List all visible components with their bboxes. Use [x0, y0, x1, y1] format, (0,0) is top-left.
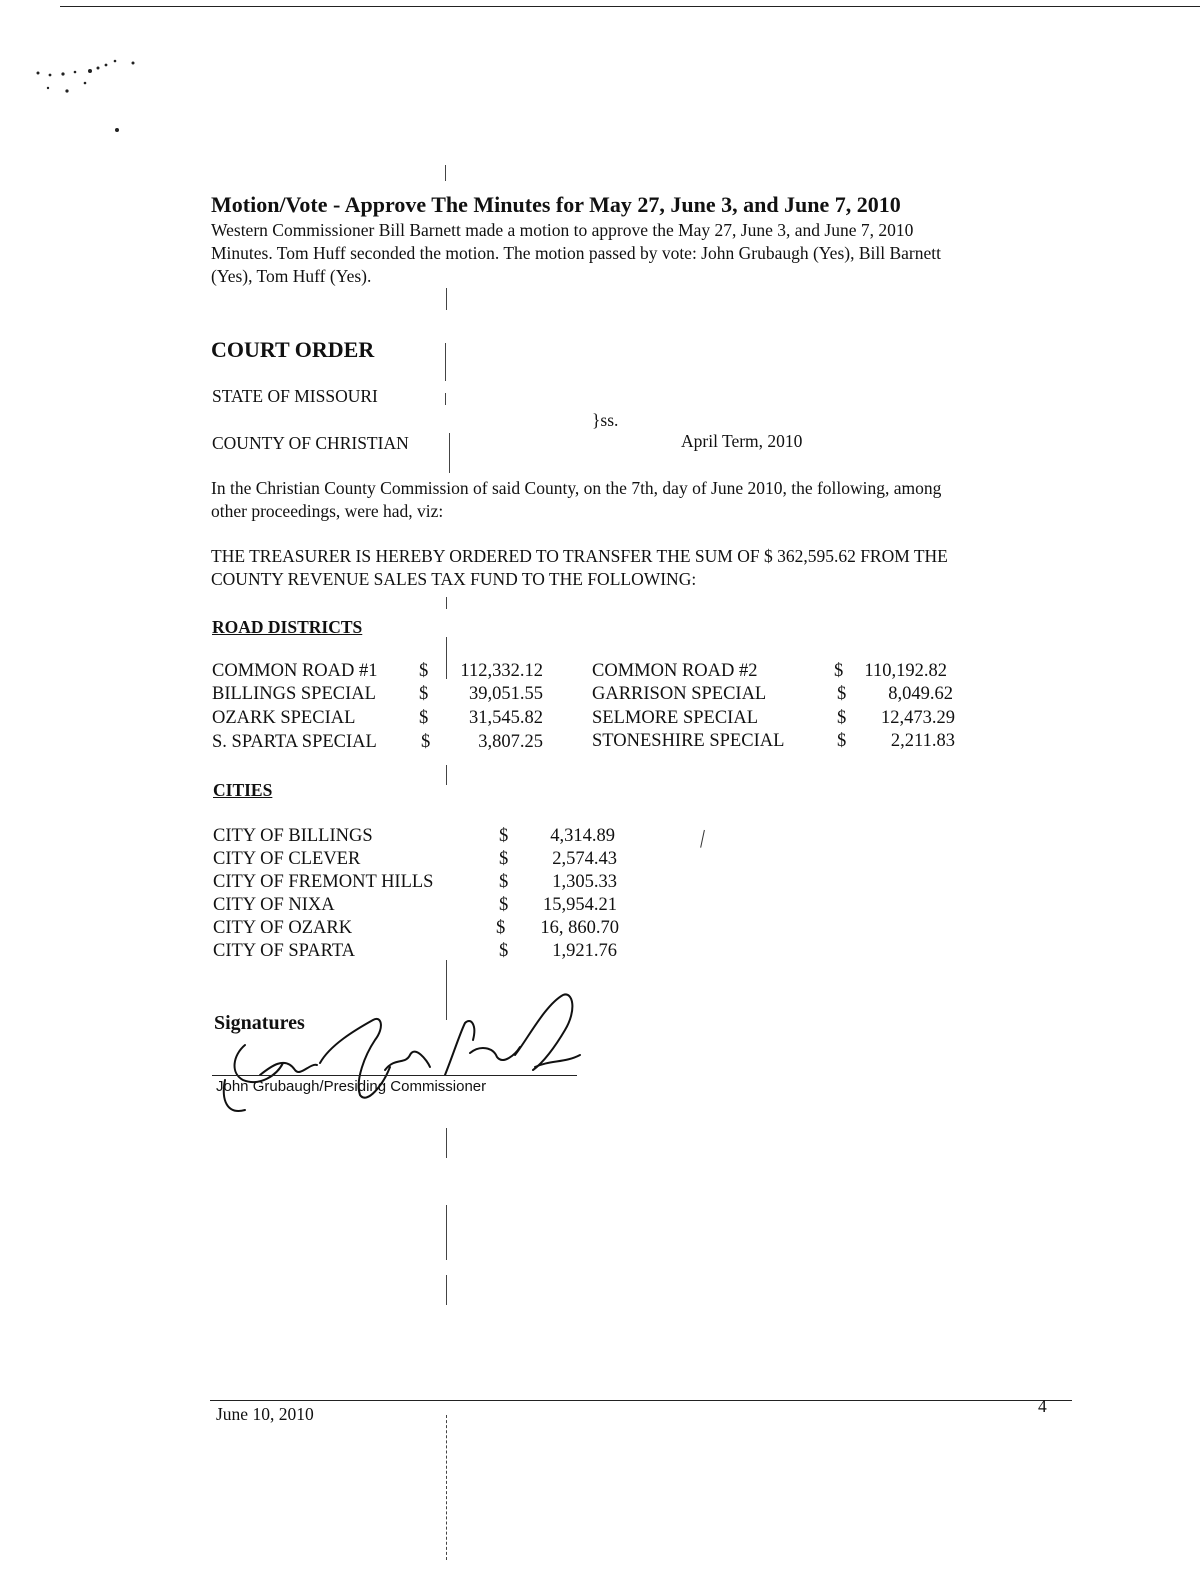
- handwritten-signature: [215, 985, 585, 1120]
- currency-sign: $: [419, 708, 429, 728]
- city-name: CITY OF OZARK: [213, 918, 353, 938]
- term-label: April Term, 2010: [681, 431, 803, 451]
- city-name: CITY OF SPARTA: [213, 941, 356, 961]
- road-district-amount: 2,211.83: [890, 731, 955, 751]
- currency-sign: $: [421, 732, 431, 752]
- currency-sign: $: [499, 826, 509, 846]
- road-district-amount: 39,051.55: [469, 684, 543, 704]
- fold-mark: [446, 1415, 448, 1560]
- county-label: COUNTY OF CHRISTIAN: [212, 433, 409, 453]
- road-district-name: COMMON ROAD #1: [212, 661, 378, 681]
- intro-line: In the Christian County Commission of said County, on the 7th, day of June 2010, the following, among: [211, 478, 942, 498]
- footer-rule: [210, 1400, 1072, 1401]
- order-line: COUNTY REVENUE SALES TAX FUND TO THE FOLLOWING:: [211, 569, 697, 589]
- currency-sign: $: [419, 661, 429, 681]
- signature-line: [212, 1075, 577, 1076]
- city-name: CITY OF NIXA: [213, 895, 335, 915]
- state-label: STATE OF MISSOURI: [212, 386, 378, 406]
- currency-sign: $: [499, 872, 509, 892]
- motion-line: (Yes), Tom Huff (Yes).: [211, 266, 372, 286]
- stray-pen-mark: [700, 830, 707, 848]
- fold-mark: [446, 1275, 447, 1305]
- fold-mark: [449, 433, 450, 473]
- road-district-name: GARRISON SPECIAL: [592, 684, 767, 704]
- currency-sign: $: [419, 684, 429, 704]
- currency-sign: $: [499, 941, 509, 961]
- road-district-amount: 31,545.82: [469, 708, 543, 728]
- currency-sign: $: [837, 731, 847, 751]
- currency-sign: $: [834, 661, 844, 681]
- road-district-name: COMMON ROAD #2: [592, 661, 758, 681]
- fold-mark: [446, 288, 447, 310]
- road-districts-heading: ROAD DISTRICTS: [212, 617, 363, 637]
- page-number: 4: [1038, 1396, 1047, 1416]
- order-line: THE TREASURER IS HEREBY ORDERED TO TRANSFER THE SUM OF $ 362,595.62 FROM THE: [211, 546, 948, 566]
- city-name: CITY OF FREMONT HILLS: [213, 872, 434, 892]
- scan-top-edge: [60, 6, 1200, 7]
- currency-sign: $: [499, 895, 509, 915]
- city-amount: 1,305.33: [552, 872, 617, 892]
- road-district-amount: 12,473.29: [881, 708, 955, 728]
- fold-mark: [446, 1205, 447, 1260]
- city-name: CITY OF CLEVER: [213, 849, 361, 869]
- city-amount: 16, 860.70: [540, 918, 619, 938]
- scan-noise-marks: [30, 55, 150, 145]
- road-district-amount: 3,807.25: [478, 732, 543, 752]
- intro-line: other proceedings, were had, viz:: [211, 501, 444, 521]
- road-district-name: SELMORE SPECIAL: [592, 708, 759, 728]
- cities-heading: CITIES: [213, 780, 273, 800]
- city-amount: 4,314.89: [550, 826, 615, 846]
- fold-mark: [446, 597, 447, 609]
- fold-mark: [445, 343, 446, 381]
- currency-sign: $: [496, 918, 506, 938]
- currency-sign: $: [837, 684, 847, 704]
- road-district-amount: 8,049.62: [888, 684, 953, 704]
- ss-mark: }ss.: [592, 410, 619, 430]
- fold-mark: [445, 393, 446, 405]
- city-amount: 2,574.43: [552, 849, 617, 869]
- fold-mark: [445, 165, 446, 181]
- city-amount: 1,921.76: [552, 941, 617, 961]
- city-amount: 15,954.21: [543, 895, 617, 915]
- fold-mark: [446, 1128, 447, 1158]
- motion-title: Motion/Vote - Approve The Minutes for May 27, June 3, and June 7, 2010: [211, 192, 901, 217]
- road-district-name: BILLINGS SPECIAL: [212, 684, 376, 704]
- motion-line: Western Commissioner Bill Barnett made a motion to approve the May 27, June 3, and June 7, 2010: [211, 220, 914, 240]
- signatures-heading: Signatures: [214, 1012, 305, 1034]
- road-district-name: S. SPARTA SPECIAL: [212, 732, 377, 752]
- currency-sign: $: [499, 849, 509, 869]
- fold-mark: [446, 765, 447, 785]
- city-name: CITY OF BILLINGS: [213, 826, 373, 846]
- road-district-amount: 112,332.12: [460, 661, 543, 681]
- signer-caption: John Grubaugh/Presiding Commissioner: [216, 1078, 487, 1095]
- road-district-amount: 110,192.82: [864, 661, 947, 681]
- currency-sign: $: [837, 708, 847, 728]
- road-district-name: OZARK SPECIAL: [212, 708, 356, 728]
- motion-line: Minutes. Tom Huff seconded the motion. The motion passed by vote: John Grubaugh (Yes), Bill Barnett: [211, 243, 941, 263]
- footer-date: June 10, 2010: [216, 1404, 314, 1424]
- road-district-name: STONESHIRE SPECIAL: [592, 731, 785, 751]
- court-order-title: COURT ORDER: [211, 337, 375, 362]
